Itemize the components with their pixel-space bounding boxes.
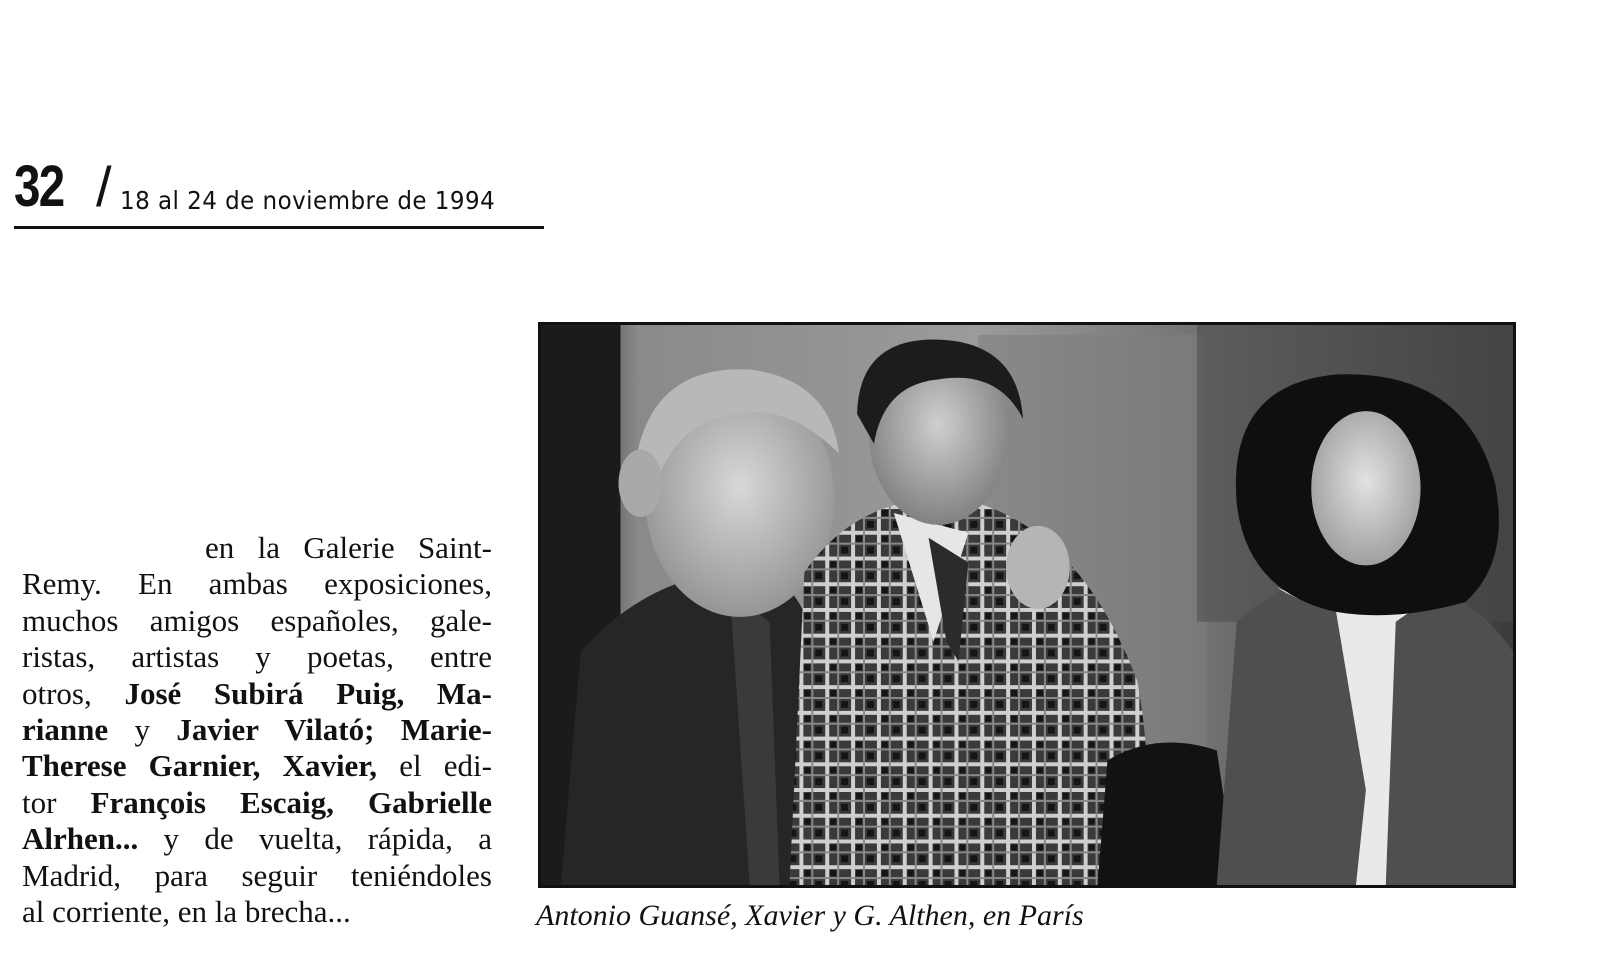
article-fragment: otros, [22, 675, 125, 711]
article-text [22, 530, 492, 930]
article-line: en la Galerie Saint- [205, 530, 492, 565]
article-name-bold: rianne [22, 712, 109, 748]
page-number: 32 [14, 154, 64, 219]
article-name-bold: Therese Garnier, Xavier, [22, 748, 377, 784]
page-header [14, 150, 544, 230]
article-name-bold: François Escaig, Gabrielle [90, 784, 492, 820]
article-fragment: y [108, 712, 177, 748]
article-name-bold: Javier Vilató; Marie- [176, 712, 492, 748]
article-name-bold: José Subirá Puig, Ma- [124, 675, 493, 711]
article-line [22, 785, 492, 821]
article-line: al corriente, en la brecha... [22, 894, 351, 930]
article-line: Remy. En ambas exposiciones, [22, 566, 492, 602]
news-photo [538, 322, 1516, 888]
article-line: Madrid, para seguir teniéndoles [22, 857, 492, 893]
article-line: muchos amigos españoles, gale- [22, 602, 492, 638]
issue-date: 18 al 24 de noviembre de 1994 [120, 186, 496, 215]
photo-illustration [541, 325, 1513, 885]
article-line [22, 712, 492, 748]
article-name-bold: Alrhen... [22, 821, 139, 857]
article-line [22, 748, 492, 784]
article-line [22, 821, 492, 857]
article-line [22, 676, 492, 712]
article-line: ristas, artistas y poetas, entre [22, 639, 492, 675]
article-fragment: tor [22, 784, 91, 820]
header-rule [14, 226, 544, 229]
article-fragment: el edi- [376, 748, 492, 784]
header-separator: / [96, 155, 112, 218]
article-fragment: y de vuelta, rápida, a [138, 821, 492, 857]
photo-caption: Antonio Guansé, Xavier y G. Althen, en París [536, 899, 1084, 932]
